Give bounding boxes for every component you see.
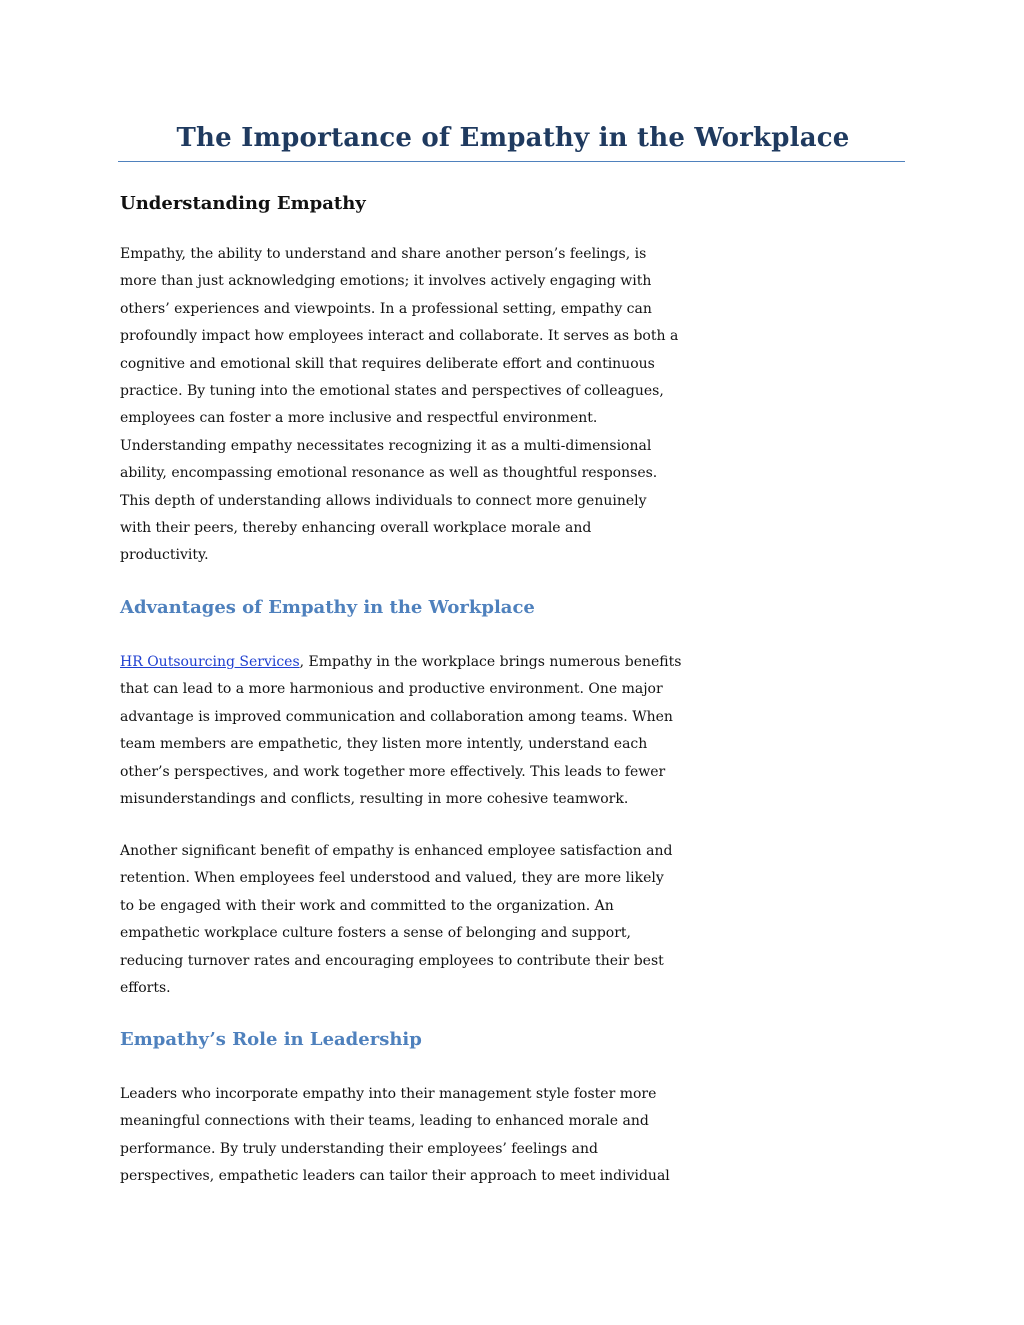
text-line: Another significant benefit of empathy is enhanced employee satisfaction and — [120, 843, 673, 859]
text-line: profoundly impact how employees interact and collaborate. It serves as both a — [120, 328, 679, 345]
paragraph-leadership — [120, 1081, 910, 1191]
text-line: efforts. — [120, 980, 171, 997]
text-line: performance. By truly understanding their employees’ feelings and — [120, 1140, 598, 1157]
text-line: ability, encompassing emotional resonance as well as thoughtful responses. — [120, 465, 658, 482]
heading-advantages-of-empathy: Advantages of Empathy in the Workplace — [120, 597, 535, 618]
text-line: perspectives, empathetic leaders can tailor their approach to meet individual — [120, 1168, 670, 1185]
text-line: retention. When employees feel understood and valued, they are more likely — [120, 870, 664, 887]
text-line: productivity. — [120, 547, 209, 564]
heading-understanding-empathy: Understanding Empathy — [120, 193, 366, 214]
text-line: team members are empathetic, they listen more intently, understand each — [120, 736, 648, 753]
heading-empathy-role-in-leadership: Empathy’s Role in Leadership — [120, 1029, 422, 1050]
text-fragment: , Empathy in the workplace brings numerous benefits — [299, 654, 682, 670]
text-line: more than just acknowledging emotions; it involves actively engaging with — [120, 273, 652, 290]
text-line: other’s perspectives, and work together more effectively. This leads to fewer — [120, 763, 666, 780]
text-line: to be engaged with their work and committed to the organization. An — [120, 897, 614, 914]
text-line: employees can foster a more inclusive and respectful environment. — [120, 410, 598, 427]
text-line: reducing turnover rates and encouraging employees to contribute their best — [120, 952, 664, 969]
document-title: The Importance of Empathy in the Workplace — [176, 123, 850, 153]
paragraph-advantages-1 — [120, 649, 910, 813]
text-line: Understanding empathy necessitates recognizing it as a multi-dimensional — [120, 437, 652, 454]
text-line: cognitive and emotional skill that requires deliberate effort and continuous — [120, 355, 655, 372]
title-underline-rule — [118, 161, 905, 162]
text-line: advantage is improved communication and collaboration among teams. When — [120, 708, 673, 725]
text-line: Leaders who incorporate empathy into their management style foster more — [120, 1086, 657, 1102]
text-line: that can lead to a more harmonious and productive environment. One major — [120, 681, 663, 698]
text-line: misunderstandings and conflicts, resulting in more cohesive teamwork. — [120, 791, 629, 808]
text-line: Empathy, the ability to understand and share another person’s feelings, is — [120, 246, 647, 262]
text-line-with-link — [120, 649, 910, 676]
text-line: others’ experiences and viewpoints. In a professional setting, empathy can — [120, 300, 652, 317]
text-line: practice. By tuning into the emotional states and perspectives of colleagues, — [120, 383, 664, 400]
text-line: meaningful connections with their teams, leading to enhanced morale and — [120, 1113, 649, 1130]
text-line: with their peers, thereby enhancing overall workplace morale and — [120, 520, 592, 537]
paragraph-advantages-2 — [120, 838, 910, 1002]
hr-outsourcing-services-link[interactable]: HR Outsourcing Services — [120, 654, 300, 670]
paragraph-understanding-empathy — [120, 241, 910, 570]
text-line: This depth of understanding allows individuals to connect more genuinely — [120, 492, 647, 509]
text-line: empathetic workplace culture fosters a sense of belonging and support, — [120, 925, 631, 942]
